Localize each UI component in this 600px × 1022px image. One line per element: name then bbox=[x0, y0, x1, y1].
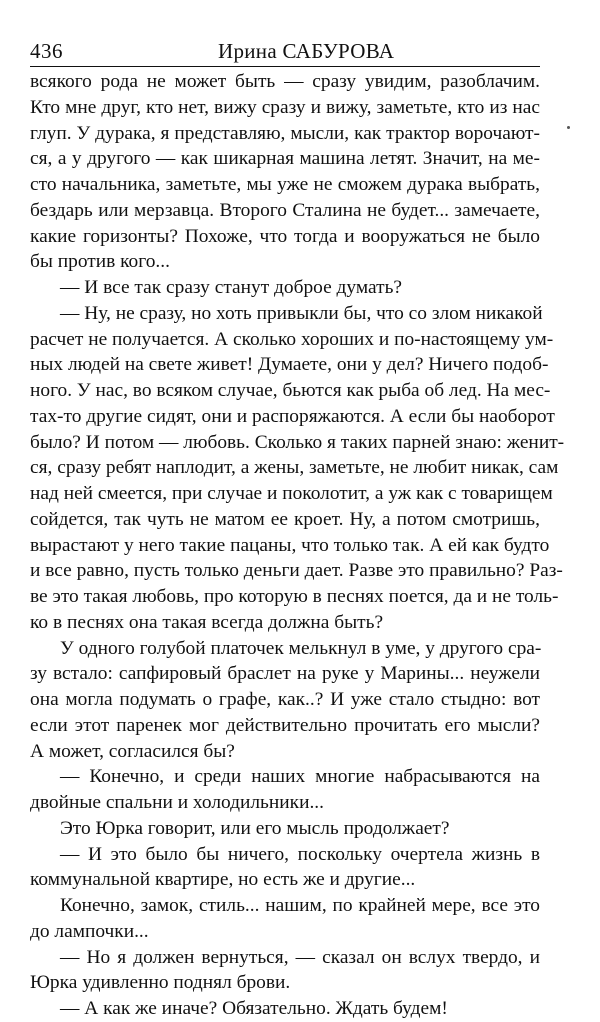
running-title: Ирина САБУРОВА bbox=[218, 39, 395, 63]
text-line: ве это такая любовь, про которую в песнях поется, да и не толь- bbox=[30, 586, 559, 607]
text-line: ко в песнях она такая всегда должна быть? bbox=[30, 611, 384, 633]
text-line: двойные спальни и холодильники... bbox=[30, 792, 324, 813]
text-line: над ней смеется, при случае и поколотит, а уж как с товарищем bbox=[30, 483, 553, 504]
text-line: ся, сразу ребят наплодит, а жены, заметьте, не любит никак, сам bbox=[30, 457, 559, 479]
page-number: 436 bbox=[30, 39, 63, 63]
text-line: зу встало: сапфировый браслет на руке у Марины... неужели bbox=[30, 663, 540, 685]
text-line: коммунальной квартире, но есть же и другие... bbox=[30, 869, 416, 891]
text-line: У одного голубой платочек мелькнул в уме, у другого сра- bbox=[60, 637, 542, 659]
text-line: глуп. У дурака, я представляю, мысли, как трактор ворочают- bbox=[30, 122, 540, 144]
text-line: — Конечно, и среди наших многие набрасываются на bbox=[60, 766, 540, 788]
body-text bbox=[30, 69, 565, 1022]
text-line: — Ну, не сразу, но хоть привыкли бы, что со злом никакой bbox=[60, 302, 543, 324]
running-header bbox=[30, 38, 540, 66]
text-line: ся, а у другого — как шикарная машина летят. Значит, на ме- bbox=[30, 148, 540, 170]
text-line: А может, согласился бы? bbox=[30, 740, 235, 762]
text-line: — И все так сразу станут доброе думать? bbox=[60, 277, 403, 298]
text-line: — И это было бы ничего, поскольку очертела жизнь в bbox=[60, 843, 540, 865]
text-line: Юрка удивленно поднял брови. bbox=[30, 972, 291, 994]
header-rule bbox=[30, 66, 540, 67]
text-line: Это Юрка говорит, или его мысль продолжает? bbox=[60, 817, 450, 839]
text-line: и все равно, пусть только деньги дает. Разве это правильно? Раз- bbox=[30, 560, 563, 582]
text-line: если этот паренек мог действительно прочитать его мысли? bbox=[30, 714, 540, 736]
text-line: ного. У нас, во всяком случае, бьются как рыба об лед. На мес- bbox=[30, 380, 551, 401]
text-line: — А как же иначе? Обязательно. Ждать будем! bbox=[60, 998, 448, 1019]
text-line: до лампочки... bbox=[30, 920, 149, 942]
text-line: какие горизонты? Похоже, что тогда и вооружаться не было bbox=[30, 225, 540, 247]
text-line: было? И потом — любовь. Сколько я таких парней знаю: женит- bbox=[30, 431, 565, 453]
text-line: она могла подумать о графе, как..? И уже стало стыдно: вот bbox=[30, 689, 540, 710]
text-line: Кто мне друг, кто нет, вижу сразу и вижу, заметьте, кто из нас bbox=[30, 96, 540, 118]
text-line: ных людей на свете живет! Думаете, они у дел? Ничего подоб- bbox=[30, 354, 549, 376]
text-line: бездарь или мерзавца. Второго Сталина не будет... замечаете, bbox=[30, 199, 540, 221]
text-line: всякого рода не может быть — сразу увидим, разоблачим. bbox=[30, 71, 540, 92]
text-line: вырастают у него такие пацаны, что только так. А ей как будто bbox=[30, 534, 550, 556]
text-line: сто начальника, заметьте, мы уже не сможем дурака выбрать, bbox=[30, 174, 540, 195]
text-line: тах-то другие сидят, они и распоряжаются. А если бы наоборот bbox=[30, 405, 555, 427]
text-line: Конечно, замок, стиль... нашим, по крайней мере, все это bbox=[60, 895, 540, 916]
text-line: бы против кого... bbox=[30, 251, 170, 273]
text-line: — Но я должен вернуться, — сказал он вслух твердо, и bbox=[60, 946, 540, 968]
text-line: расчет не получается. А сколько хороших и по-настоящему ум- bbox=[30, 328, 554, 350]
text-line: сойдется, так чуть не матом ее кроет. Ну, а потом смотришь, bbox=[30, 508, 540, 530]
print-speck bbox=[567, 126, 570, 129]
